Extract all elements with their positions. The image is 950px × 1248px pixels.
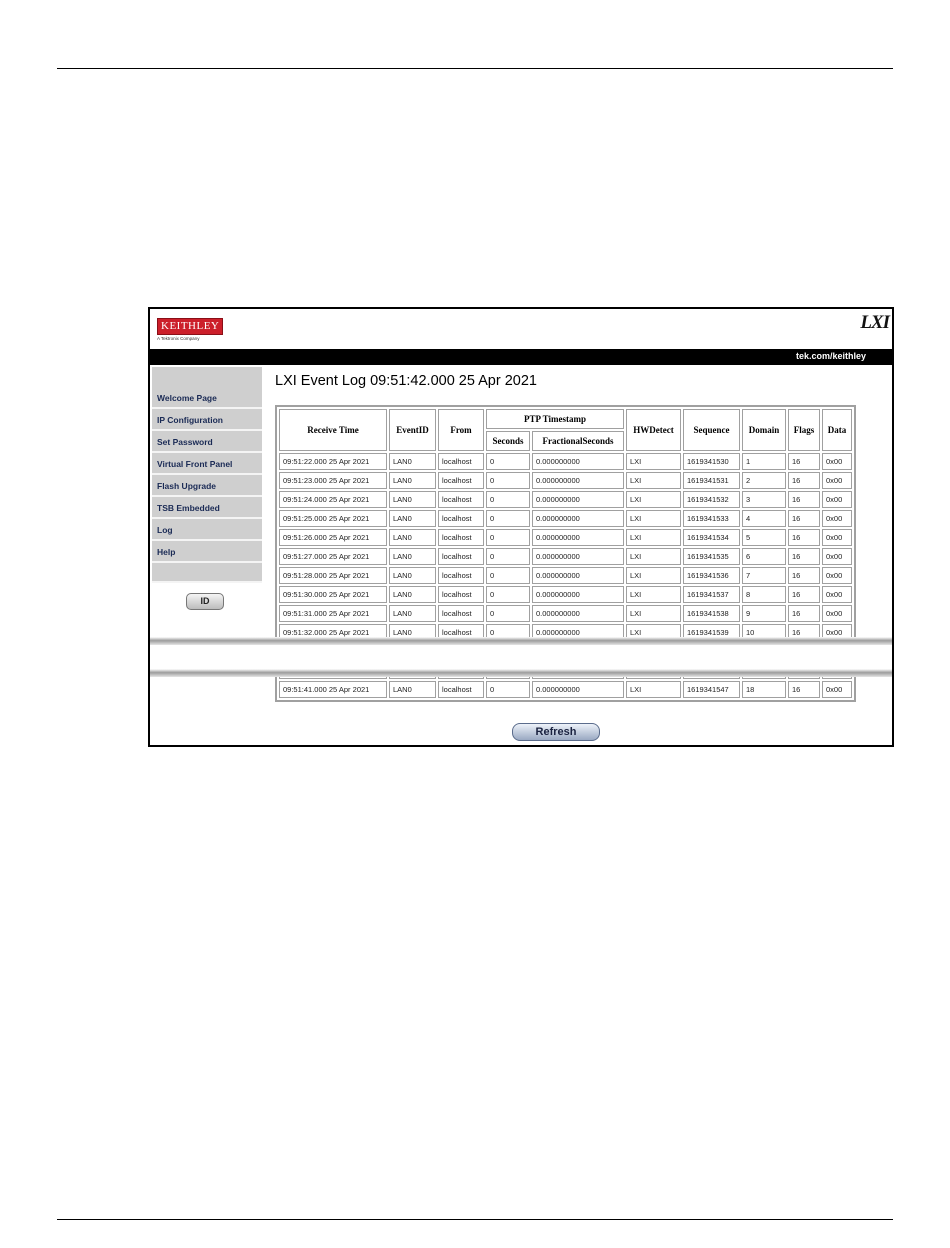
seconds-cell: 0 <box>486 567 530 584</box>
domain-cell: 18 <box>742 681 786 698</box>
fractional-seconds-cell: 0.000000000 <box>532 529 624 546</box>
receive-time-cell: 09:51:32.000 25 Apr 2021 <box>279 624 387 641</box>
sequence-cell: 1619341531 <box>683 472 740 489</box>
flags-cell: 16 <box>788 548 820 565</box>
data-cell: 0x00 <box>822 624 852 641</box>
seconds-cell: 0 <box>486 605 530 622</box>
header-bar <box>150 349 892 365</box>
table-row <box>279 586 852 603</box>
fractional-seconds-cell: 0.000000000 <box>532 510 624 527</box>
from-cell: localhost <box>438 510 484 527</box>
event-id-cell: LAN0 <box>389 472 436 489</box>
page-bottom-rule <box>57 1219 893 1220</box>
sequence-cell: 1619341547 <box>683 681 740 698</box>
header-sequence: Sequence <box>683 409 740 451</box>
hw-detect-cell: LXI <box>626 624 681 641</box>
from-cell: localhost <box>438 472 484 489</box>
receive-time-cell: 09:51:26.000 25 Apr 2021 <box>279 529 387 546</box>
table-row <box>279 567 852 584</box>
table-row <box>279 681 852 698</box>
id-button[interactable]: ID <box>186 593 224 610</box>
table-row <box>279 453 852 470</box>
sequence-cell: 1619341535 <box>683 548 740 565</box>
sidebar-item-tsb-embedded[interactable]: TSB Embedded <box>152 497 262 519</box>
event-id-cell: LAN0 <box>389 510 436 527</box>
data-cell: 0x00 <box>822 605 852 622</box>
flags-cell: 16 <box>788 586 820 603</box>
sidebar-item-welcome-page[interactable]: Welcome Page <box>152 367 262 409</box>
refresh-button[interactable]: Refresh <box>512 723 600 741</box>
data-cell: 0x00 <box>822 510 852 527</box>
sequence-cell: 1619341534 <box>683 529 740 546</box>
from-cell: localhost <box>438 624 484 641</box>
screenshot-tear-divider <box>150 637 892 677</box>
logo-tagline: A Tektronix Company <box>157 336 200 341</box>
hw-detect-cell: LXI <box>626 491 681 508</box>
title-time: 09:51:42.000 <box>370 373 455 389</box>
data-cell: 0x00 <box>822 529 852 546</box>
fractional-seconds-cell: 0.000000000 <box>532 491 624 508</box>
seconds-cell: 0 <box>486 548 530 565</box>
seconds-cell: 0 <box>486 472 530 489</box>
data-cell: 0x00 <box>822 453 852 470</box>
from-cell: localhost <box>438 491 484 508</box>
domain-cell: 9 <box>742 605 786 622</box>
table-row <box>279 548 852 565</box>
event-id-cell: LAN0 <box>389 605 436 622</box>
domain-cell: 6 <box>742 548 786 565</box>
data-cell: 0x00 <box>822 567 852 584</box>
from-cell: localhost <box>438 605 484 622</box>
from-cell: localhost <box>438 548 484 565</box>
seconds-cell: 0 <box>486 453 530 470</box>
keithley-logo <box>157 316 223 341</box>
seconds-cell: 0 <box>486 681 530 698</box>
data-cell: 0x00 <box>822 586 852 603</box>
sidebar-item-flash-upgrade[interactable]: Flash Upgrade <box>152 475 262 497</box>
data-cell: 0x00 <box>822 491 852 508</box>
from-cell: localhost <box>438 681 484 698</box>
seconds-cell: 0 <box>486 491 530 508</box>
event-id-cell: LAN0 <box>389 453 436 470</box>
hw-detect-cell: LXI <box>626 510 681 527</box>
from-cell: localhost <box>438 586 484 603</box>
table-row <box>279 605 852 622</box>
hw-detect-cell: LXI <box>626 567 681 584</box>
header-domain: Domain <box>742 409 786 451</box>
domain-cell: 2 <box>742 472 786 489</box>
sequence-cell: 1619341536 <box>683 567 740 584</box>
fractional-seconds-cell: 0.000000000 <box>532 681 624 698</box>
fractional-seconds-cell: 0.000000000 <box>532 605 624 622</box>
from-cell: localhost <box>438 567 484 584</box>
domain-cell: 8 <box>742 586 786 603</box>
sidebar-spacer <box>152 563 262 583</box>
receive-time-cell: 09:51:31.000 25 Apr 2021 <box>279 605 387 622</box>
sidebar-item-virtual-front-panel[interactable]: Virtual Front Panel <box>152 453 262 475</box>
domain-cell: 7 <box>742 567 786 584</box>
sequence-cell: 1619341533 <box>683 510 740 527</box>
receive-time-cell: 09:51:22.000 25 Apr 2021 <box>279 453 387 470</box>
header-hw-detect: HWDetect <box>626 409 681 451</box>
event-id-cell: LAN0 <box>389 548 436 565</box>
flags-cell: 16 <box>788 510 820 527</box>
table-row <box>279 491 852 508</box>
event-id-cell: LAN0 <box>389 681 436 698</box>
domain-cell: 5 <box>742 529 786 546</box>
flags-cell: 16 <box>788 472 820 489</box>
fractional-seconds-cell: 0.000000000 <box>532 453 624 470</box>
domain-cell: 3 <box>742 491 786 508</box>
sequence-cell: 1619341530 <box>683 453 740 470</box>
header-ptp-timestamp: PTP Timestamp <box>486 409 624 429</box>
event-id-cell: LAN0 <box>389 624 436 641</box>
hw-detect-cell: LXI <box>626 605 681 622</box>
event-id-cell: LAN0 <box>389 491 436 508</box>
fractional-seconds-cell: 0.000000000 <box>532 567 624 584</box>
hw-detect-cell: LXI <box>626 548 681 565</box>
lxi-web-interface-screenshot <box>148 307 894 747</box>
title-date: 25 Apr 2021 <box>458 373 537 389</box>
flags-cell: 16 <box>788 567 820 584</box>
fractional-seconds-cell: 0.000000000 <box>532 472 624 489</box>
receive-time-cell: 09:51:25.000 25 Apr 2021 <box>279 510 387 527</box>
hw-detect-cell: LXI <box>626 681 681 698</box>
receive-time-cell: 09:51:27.000 25 Apr 2021 <box>279 548 387 565</box>
sequence-cell: 1619341532 <box>683 491 740 508</box>
seconds-cell: 0 <box>486 586 530 603</box>
seconds-cell: 0 <box>486 510 530 527</box>
flags-cell: 16 <box>788 681 820 698</box>
event-id-cell: LAN0 <box>389 586 436 603</box>
sidebar-item-set-password[interactable]: Set Password <box>152 431 262 453</box>
receive-time-cell: 09:51:24.000 25 Apr 2021 <box>279 491 387 508</box>
logo-wordmark: KEITHLEY <box>157 318 223 335</box>
fractional-seconds-cell: 0.000000000 <box>532 624 624 641</box>
hw-detect-cell: LXI <box>626 453 681 470</box>
site-link[interactable]: tek.com/keithley <box>795 351 866 361</box>
sidebar-nav <box>152 367 262 606</box>
flags-cell: 16 <box>788 605 820 622</box>
receive-time-cell: 09:51:28.000 25 Apr 2021 <box>279 567 387 584</box>
sidebar-item-ip-configuration[interactable]: IP Configuration <box>152 409 262 431</box>
sequence-cell: 1619341537 <box>683 586 740 603</box>
flags-cell: 16 <box>788 529 820 546</box>
header-receive-time: Receive Time <box>279 409 387 451</box>
domain-cell: 10 <box>742 624 786 641</box>
receive-time-cell: 09:51:41.000 25 Apr 2021 <box>279 681 387 698</box>
flags-cell: 16 <box>788 453 820 470</box>
flags-cell: 16 <box>788 491 820 508</box>
receive-time-cell: 09:51:30.000 25 Apr 2021 <box>279 586 387 603</box>
domain-cell: 4 <box>742 510 786 527</box>
lxi-logo: LXI <box>860 312 889 333</box>
data-cell: 0x00 <box>822 472 852 489</box>
sequence-cell: 1619341539 <box>683 624 740 641</box>
data-cell: 0x00 <box>822 681 852 698</box>
sidebar-item-log[interactable]: Log <box>152 519 262 541</box>
seconds-cell: 0 <box>486 624 530 641</box>
event-id-cell: LAN0 <box>389 529 436 546</box>
from-cell: localhost <box>438 529 484 546</box>
from-cell: localhost <box>438 453 484 470</box>
data-cell: 0x00 <box>822 548 852 565</box>
sidebar-item-help[interactable]: Help <box>152 541 262 563</box>
table-row <box>279 510 852 527</box>
hw-detect-cell: LXI <box>626 586 681 603</box>
title-prefix: LXI Event Log <box>275 373 367 389</box>
page-title <box>275 373 541 389</box>
header-from: From <box>438 409 484 451</box>
seconds-cell: 0 <box>486 529 530 546</box>
event-id-cell: LAN0 <box>389 567 436 584</box>
header-flags: Flags <box>788 409 820 451</box>
hw-detect-cell: LXI <box>626 472 681 489</box>
page-top-rule <box>57 68 893 69</box>
fractional-seconds-cell: 0.000000000 <box>532 548 624 565</box>
fractional-seconds-cell: 0.000000000 <box>532 586 624 603</box>
header-event-id: EventID <box>389 409 436 451</box>
table-row <box>279 472 852 489</box>
sequence-cell: 1619341538 <box>683 605 740 622</box>
receive-time-cell: 09:51:23.000 25 Apr 2021 <box>279 472 387 489</box>
table-row <box>279 529 852 546</box>
header-seconds: Seconds <box>486 431 530 451</box>
hw-detect-cell: LXI <box>626 529 681 546</box>
header-fractional-seconds: FractionalSeconds <box>532 431 624 451</box>
domain-cell: 1 <box>742 453 786 470</box>
header-data: Data <box>822 409 852 451</box>
flags-cell: 16 <box>788 624 820 641</box>
